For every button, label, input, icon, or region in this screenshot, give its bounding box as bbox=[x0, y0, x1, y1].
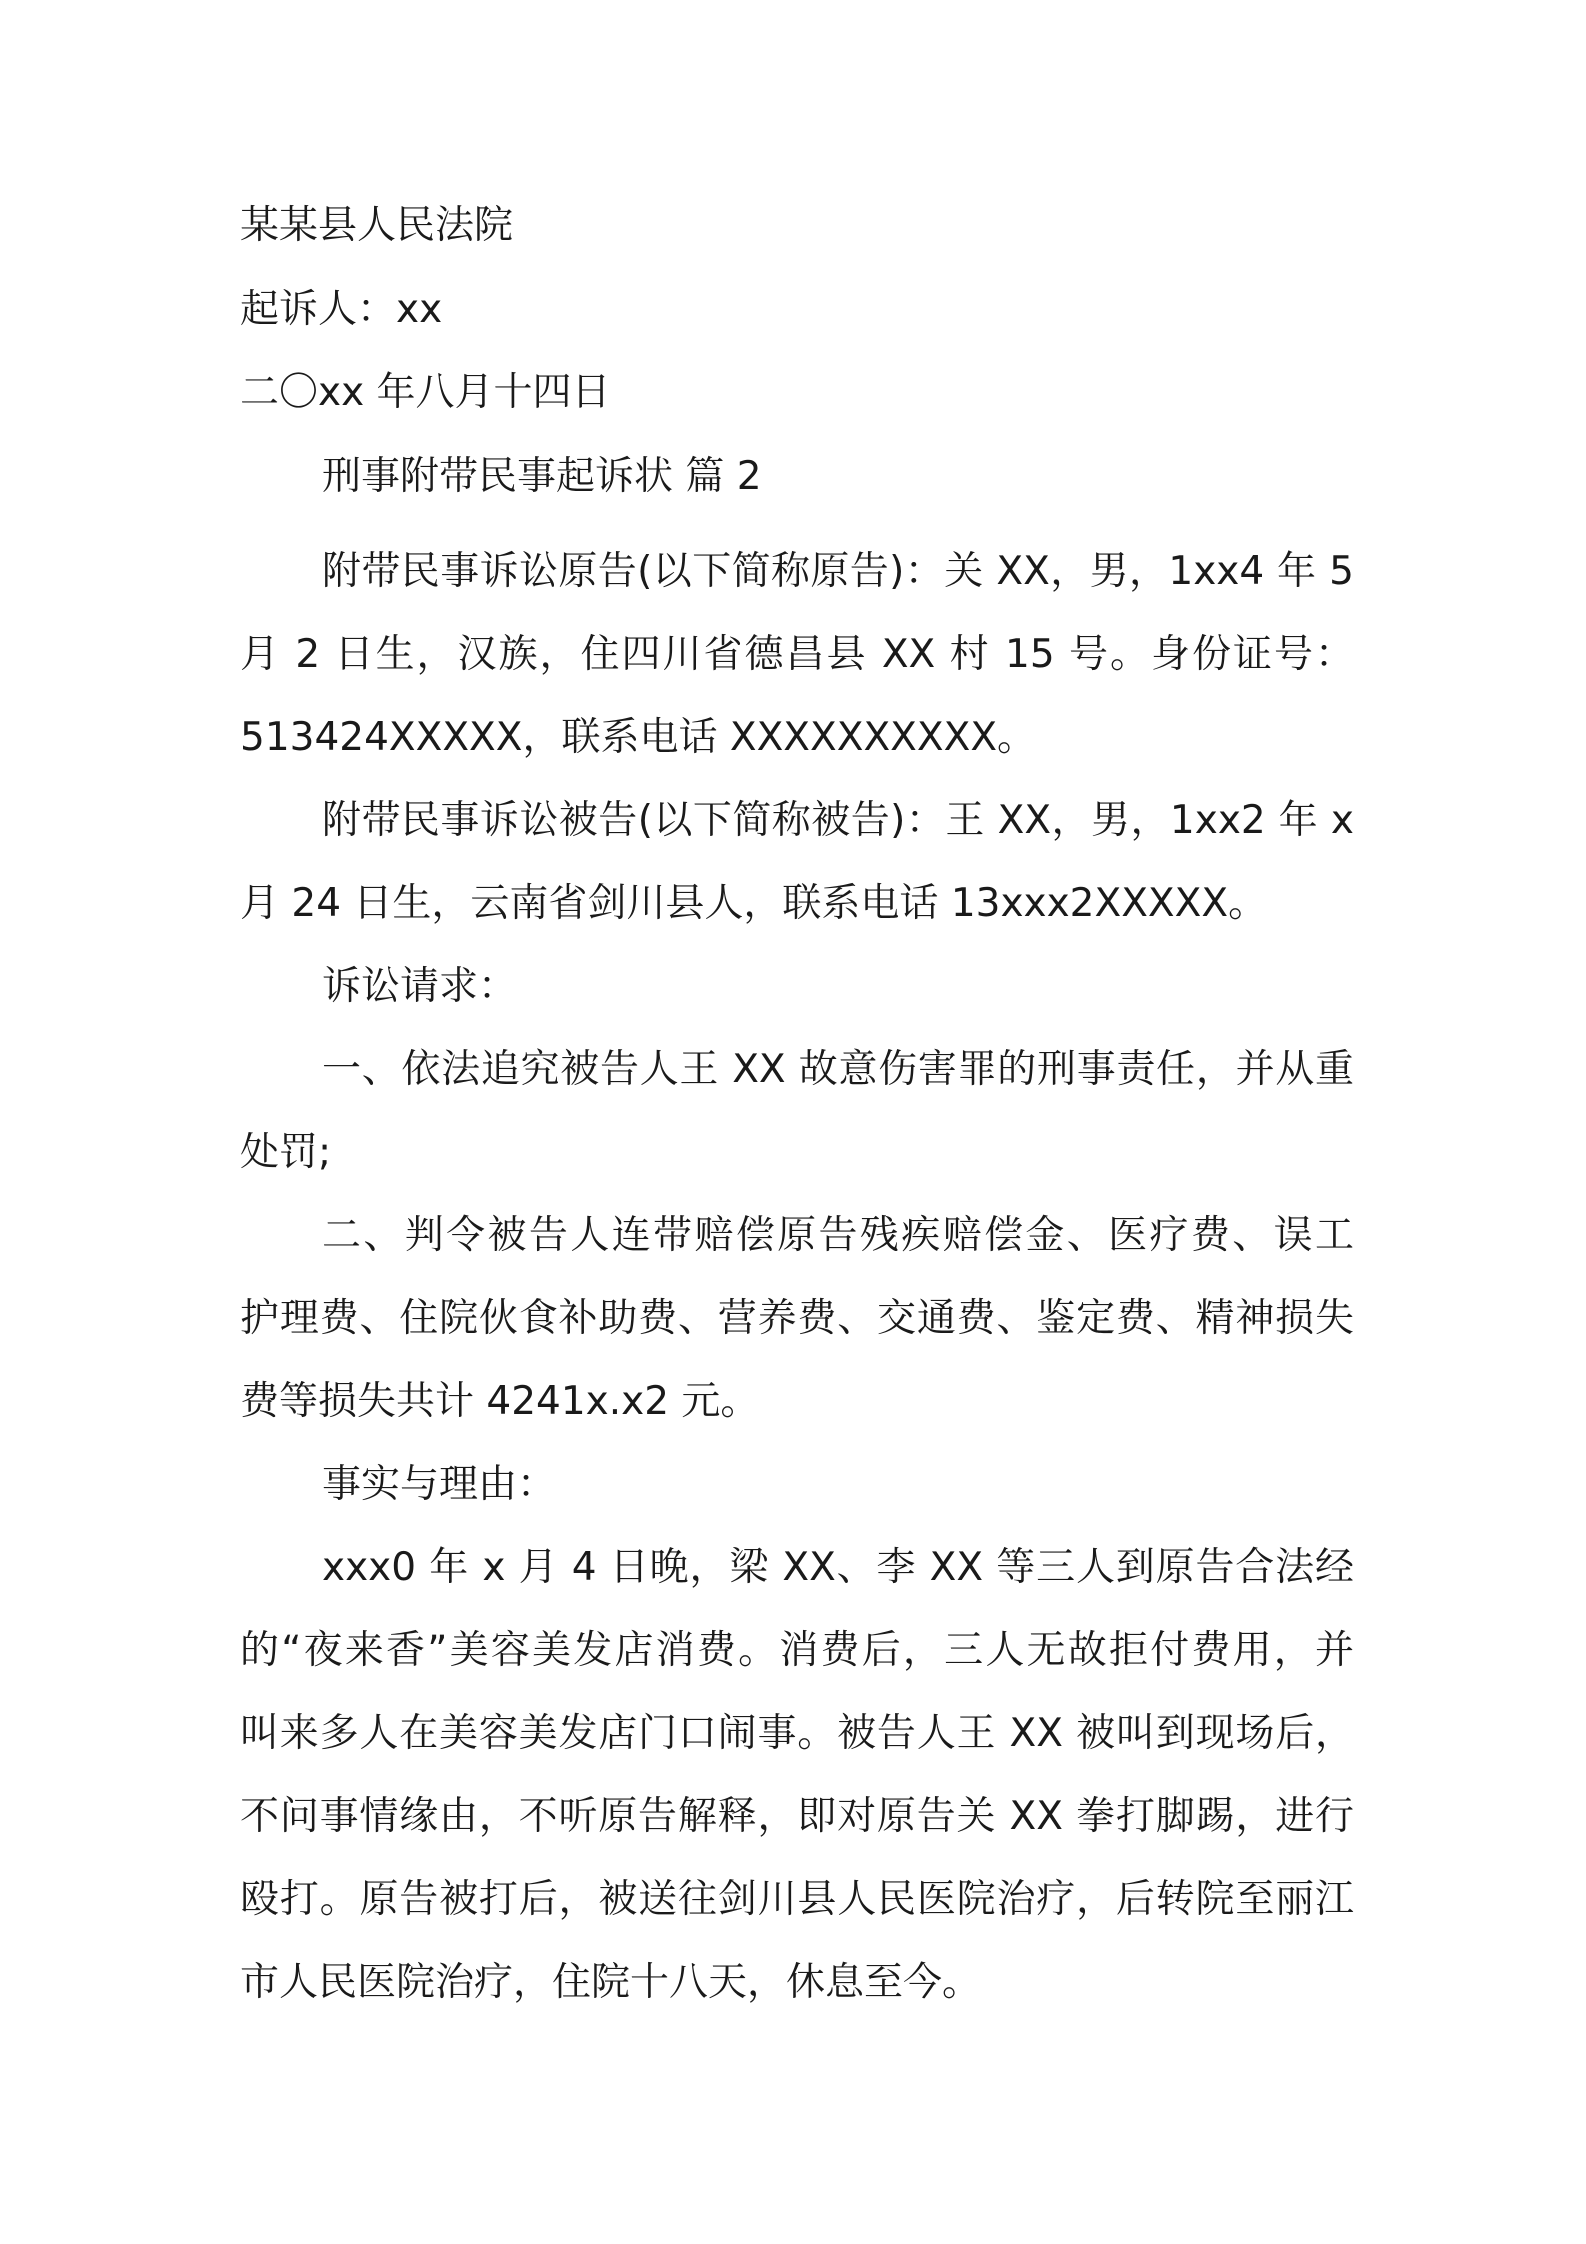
paragraph-line: 月 2 日生，汉族，住四川省德昌县 XX 村 15 号。身份证号： bbox=[240, 632, 1354, 677]
paragraph-line: 不问事情缘由，不听原告解释，即对原告关 XX 拳打脚踢，进行 bbox=[240, 1794, 1354, 1839]
paragraph-line: 处罚; bbox=[240, 1130, 332, 1175]
paragraph-line: 一、依法追究被告人王 XX 故意伤害罪的刑事责任，并从重 bbox=[322, 1047, 1354, 1092]
paragraph-line: xxx0 年 x 月 4 日晚，梁 XX、李 XX 等三人到原告合法经 bbox=[322, 1545, 1354, 1590]
paragraph-line: 市人民医院治疗，住院十八天，休息至今。 bbox=[240, 1960, 982, 2005]
facts-heading: 事实与理由： bbox=[322, 1462, 557, 1507]
paragraph-line: 二、判令被告人连带赔偿原告残疾赔偿金、医疗费、误工 bbox=[322, 1213, 1354, 1258]
paragraph-line: 附带民事诉讼原告(以下简称原告)：关 XX，男，1xx4 年 5 bbox=[322, 549, 1354, 594]
paragraph-line: 叫来多人在美容美发店门口闹事。被告人王 XX 被叫到现场后， bbox=[240, 1711, 1354, 1756]
paragraph-line: 附带民事诉讼被告(以下简称被告)：王 XX，男，1xx2 年 x bbox=[322, 798, 1354, 843]
court-name: 某某县人民法院 bbox=[240, 203, 514, 248]
paragraph-line: 费等损失共计 4241x.x2 元。 bbox=[240, 1379, 760, 1424]
plaintiff-signature: 起诉人：xx bbox=[240, 287, 443, 332]
claims-heading: 诉讼请求： bbox=[322, 964, 518, 1009]
paragraph-line: 月 24 日生，云南省剑川县人，联系电话 13xxx2XXXXX。 bbox=[240, 881, 1268, 926]
paragraph-line: 513424XXXXX，联系电话 XXXXXXXXXX。 bbox=[240, 715, 1037, 760]
paragraph-line: 的“夜来香”美容美发店消费。消费后，三人无故拒付费用，并 bbox=[240, 1628, 1354, 1673]
filing-date: 二〇xx 年八月十四日 bbox=[240, 370, 611, 415]
section-title: 刑事附带民事起诉状 篇 2 bbox=[322, 454, 762, 499]
paragraph-line: 殴打。原告被打后，被送往剑川县人民医院治疗，后转院至丽江 bbox=[240, 1877, 1354, 1922]
paragraph-line: 护理费、住院伙食补助费、营养费、交通费、鉴定费、精神损失 bbox=[240, 1296, 1354, 1341]
